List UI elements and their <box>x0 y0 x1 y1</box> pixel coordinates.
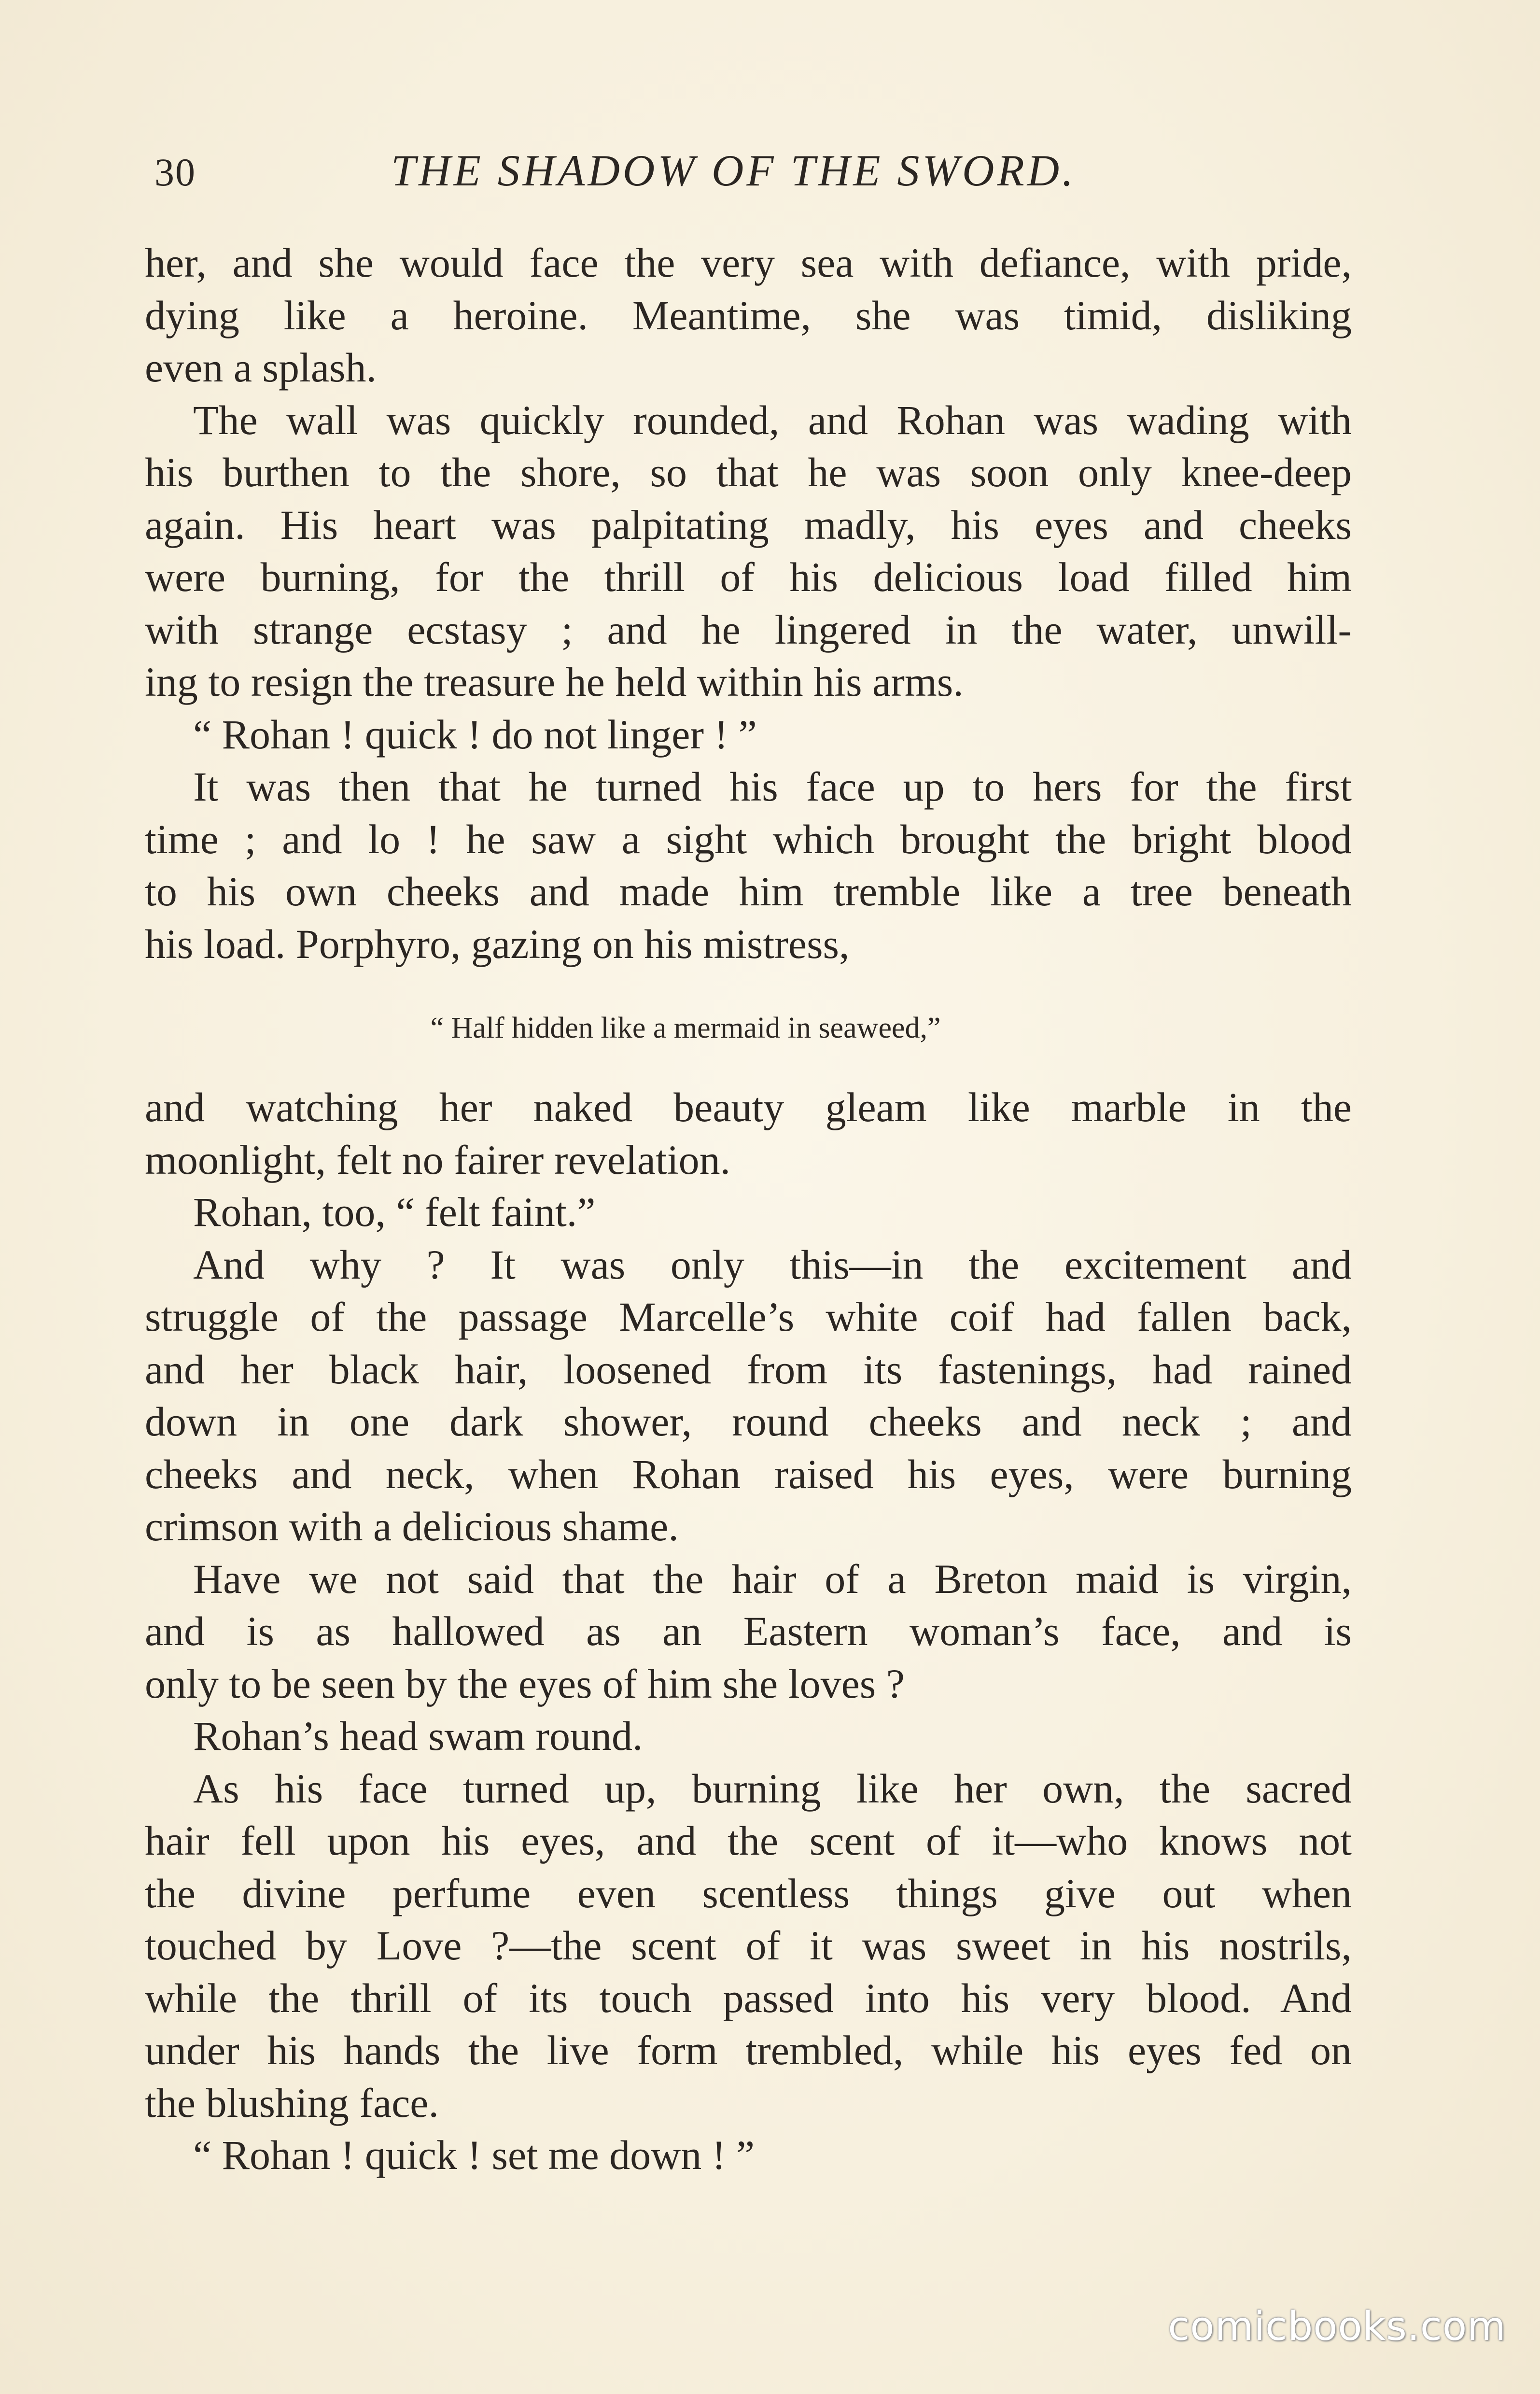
text-line: to his own cheeks and made him tremble like a tree beneath <box>145 868 1352 915</box>
text-line: Rohan’s head swam round. <box>193 1713 643 1759</box>
text-line: ing to resign the treasure he held within his arms. <box>145 659 964 705</box>
text-line: her, and she would face the very sea with defiance, with pride, <box>145 239 1352 286</box>
text-line: his burthen to the shore, so that he was soon only knee-deep <box>145 449 1352 495</box>
text-line: and is as hallowed as an Eastern woman’s face, and is <box>145 1608 1352 1654</box>
text-line: only to be seen by the eyes of him she loves ? <box>145 1660 905 1707</box>
verse-quotation: “ Half hidden like a mermaid in seaweed,” <box>430 1012 941 1044</box>
text-line: The wall was quickly rounded, and Rohan was wading with <box>193 396 1352 443</box>
text-line: struggle of the passage Marcelle’s white coif had fallen back, <box>145 1294 1352 1340</box>
watermark: comicbooks.com <box>1168 2304 1506 2350</box>
text-line: while the thrill of its touch passed into his very blood. And <box>145 1974 1352 2021</box>
text-line: hair fell upon his eyes, and the scent of it—who knows not <box>145 1817 1352 1864</box>
text-line: the blushing face. <box>145 2079 439 2126</box>
page-header <box>154 140 1352 203</box>
running-title: THE SHADOW OF THE SWORD. <box>391 146 1077 195</box>
text-line: with strange ecstasy ; and he lingered in the water, unwill- <box>145 606 1352 653</box>
text-line: and her black hair, loosened from its fastenings, had rained <box>145 1346 1352 1393</box>
text-line: dying like a heroine. Meantime, she was timid, disliking <box>145 292 1352 338</box>
text-line: Rohan, too, “ felt faint.” <box>193 1189 596 1235</box>
text-line: cheeks and neck, when Rohan raised his eyes, were burning <box>145 1450 1352 1497</box>
text-line: As his face turned up, burning like her own, the sacred <box>193 1765 1352 1812</box>
text-line: under his hands the live form trembled, while his eyes fed on <box>145 2027 1352 2073</box>
text-line: and watching her naked beauty gleam like marble in the <box>145 1084 1352 1130</box>
page-number: 30 <box>154 150 196 194</box>
text-line: were burning, for the thrill of his delicious load filled him <box>145 554 1352 600</box>
body-text <box>145 237 1352 2182</box>
text-line: “ Rohan ! quick ! do not linger ! ” <box>193 711 757 758</box>
text-line: “ Rohan ! quick ! set me down ! ” <box>193 2132 755 2178</box>
text-line: It was then that he turned his face up to hers for the first <box>193 763 1352 810</box>
text-line: moonlight, felt no fairer revelation. <box>145 1136 731 1183</box>
text-line: even a splash. <box>145 344 377 391</box>
text-line: time ; and lo ! he saw a sight which brought the bright blood <box>145 816 1352 862</box>
text-line: his load. Porphyro, gazing on his mistress, <box>145 920 850 967</box>
text-line: again. His heart was palpitating madly, his eyes and cheeks <box>145 501 1352 548</box>
text-line: down in one dark shower, round cheeks and neck ; and <box>145 1398 1352 1445</box>
text-line: the divine perfume even scentless things give out when <box>145 1870 1352 1916</box>
text-line: And why ? It was only this—in the excitement and <box>193 1241 1352 1288</box>
text-line: Have we not said that the hair of a Breton maid is virgin, <box>193 1555 1352 1602</box>
text-line: crimson with a delicious shame. <box>145 1503 679 1549</box>
text-line: touched by Love ?—the scent of it was sweet in his nostrils, <box>145 1922 1352 1969</box>
